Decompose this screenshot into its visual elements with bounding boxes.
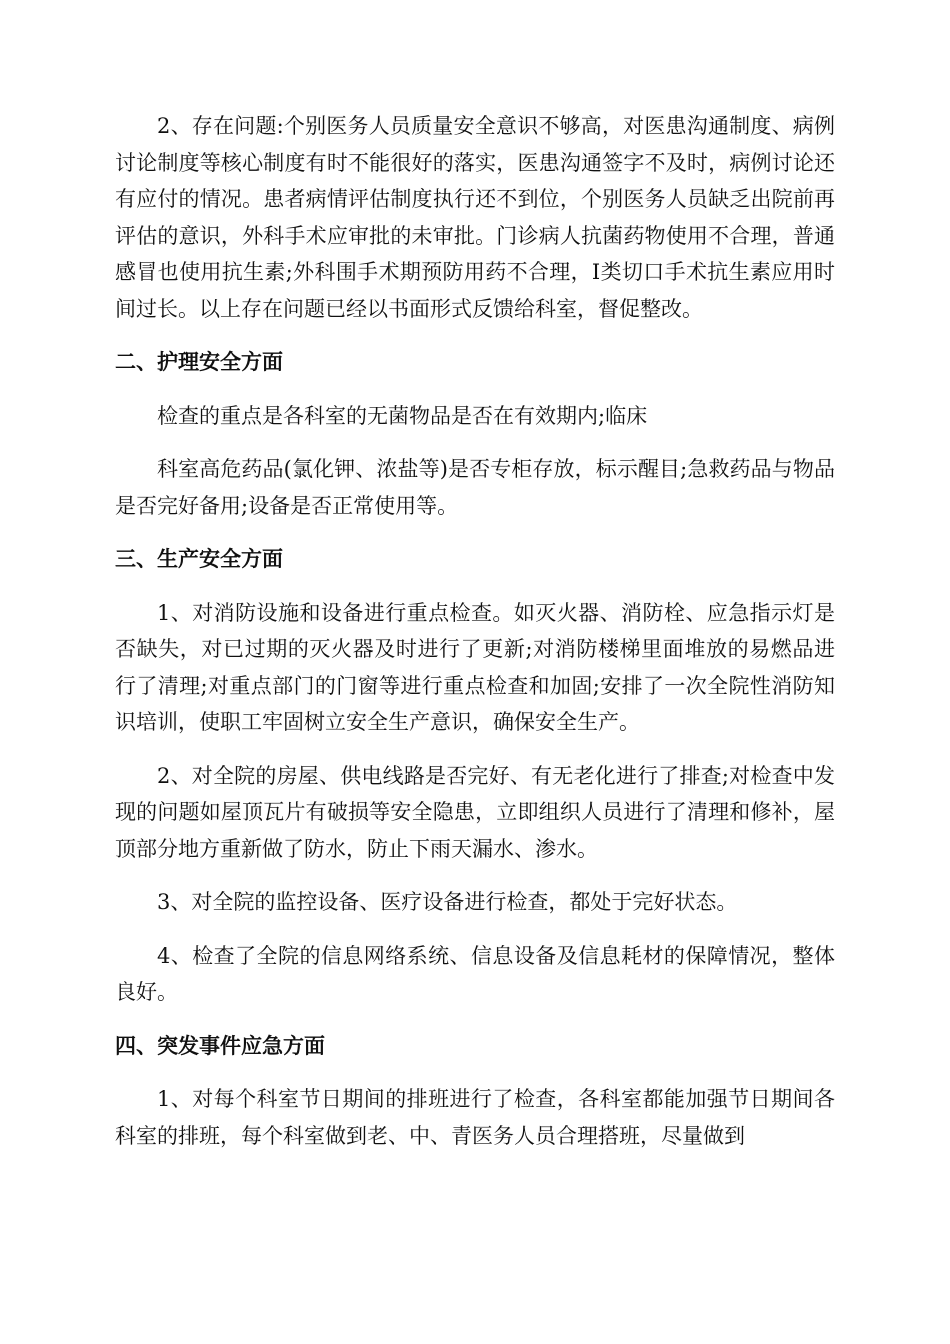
paragraph-monitoring-equipment: 3、对全院的监控设备、医疗设备进行检查，都处于完好状态。 — [157, 890, 738, 914]
section-heading-nursing-safety: 二、护理安全方面 — [115, 350, 283, 374]
paragraph-issues: 2、存在问题:个别医务人员质量安全意识不够高，对医患沟通制度、病例讨论制度等核心制度有时不能很好的落实，医患沟通签字不及时，病例讨论还有应付的情况。患者病情评估制度执行还不到位，个别医务人员缺乏出院前再评估的意识，外科手术应审批的未审批。门诊病人抗菌药物使用不合理，普通感冒也使用抗生素;外科围手术期预防用药不合理，Ⅰ类切口手术抗生素应用时间过长。以上存在问题已经以书面形式反馈给科室，督促整改。 — [115, 114, 835, 321]
paragraph-information-network: 4、检查了全院的信息网络系统、信息设备及信息耗材的保障情况，整体良好。 — [115, 943, 835, 1004]
paragraph-holiday-scheduling: 1、对每个科室节日期间的排班进行了检查，各科室都能加强节日期间各科室的排班，每个科室做到老、中、青医务人员合理搭班，尽量做到 — [115, 1087, 835, 1148]
paragraph-fire-safety: 1、对消防设施和设备进行重点检查。如灭火器、消防栓、应急指示灯是否缺失，对已过期的灭火器及时进行了更新;对消防楼梯里面堆放的易燃品进行了清理;对重点部门的门窗等进行重点检查和加固;安排了一次全院性消防知识培训，使职工牢固树立安全生产意识，确保安全生产。 — [115, 600, 835, 734]
document-page — [115, 108, 835, 1171]
paragraph-building-power: 2、对全院的房屋、供电线路是否完好、有无老化进行了排查;对检查中发现的问题如屋顶瓦片有破损等安全隐患，立即组织人员进行了清理和修补，屋顶部分地方重新做了防水，防止下雨天漏水、渗水。 — [115, 763, 835, 861]
section-heading-emergency-response: 四、突发事件应急方面 — [115, 1033, 325, 1058]
paragraph-nursing-check-focus: 检查的重点是各科室的无菌物品是否在有效期内;临床 — [157, 403, 648, 428]
section-heading-production-safety: 三、生产安全方面 — [115, 547, 283, 571]
paragraph-nursing-high-risk-drugs: 科室高危药品(氯化钾、浓盐等)是否专柜存放，标示醒目;急救药品与物品是否完好备用;设备是否正常使用等。 — [115, 457, 835, 518]
